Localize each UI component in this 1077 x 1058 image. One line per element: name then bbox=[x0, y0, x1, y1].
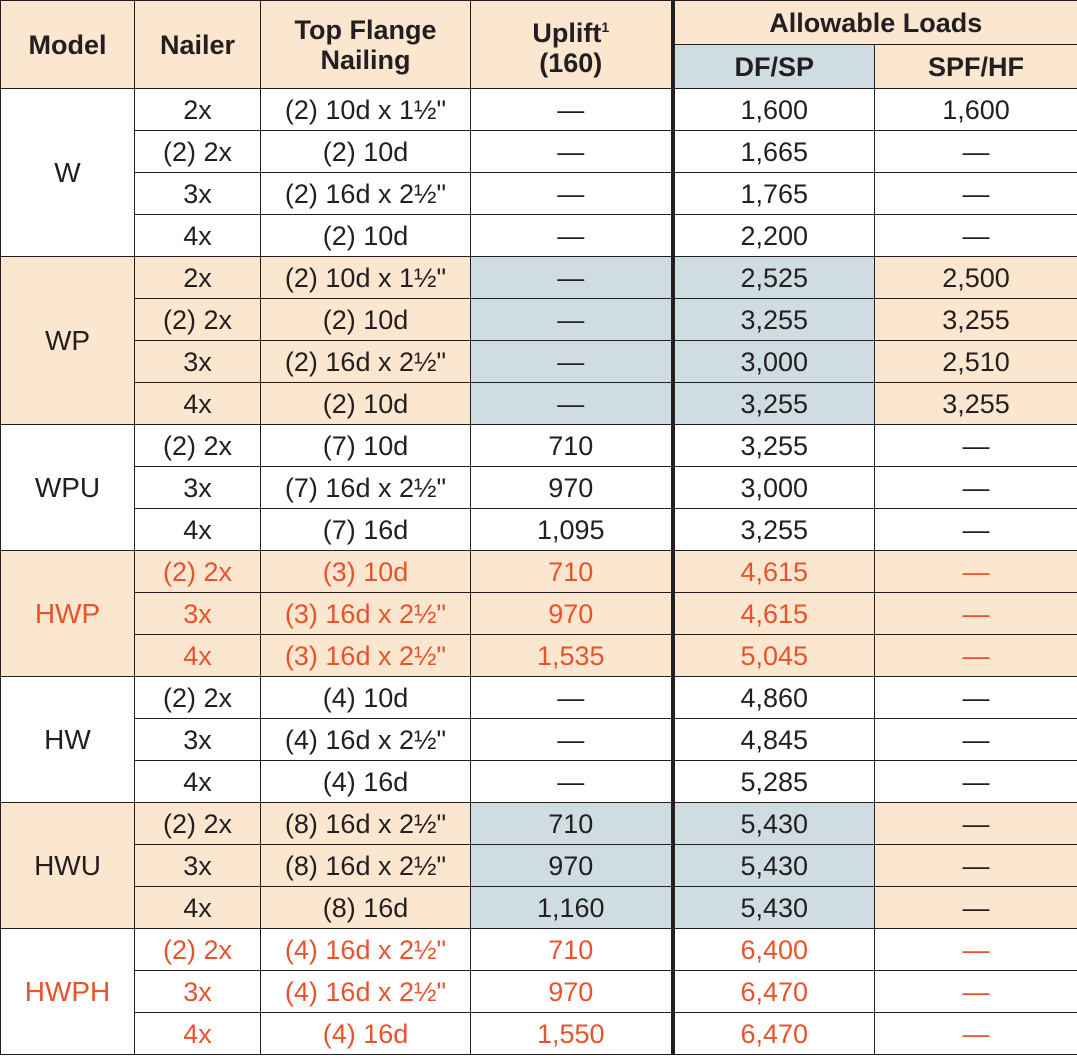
uplift-cell: 1,535 bbox=[471, 635, 673, 677]
uplift-cell: — bbox=[471, 341, 673, 383]
nailing-cell: (4) 16d x 2½" bbox=[261, 719, 471, 761]
model-cell: HW bbox=[1, 677, 135, 803]
spf-hf-cell: 2,500 bbox=[875, 257, 1077, 299]
df-sp-cell: 3,000 bbox=[673, 467, 875, 509]
df-sp-cell: 2,200 bbox=[673, 215, 875, 257]
spf-hf-cell: — bbox=[875, 215, 1077, 257]
nailer-cell: (2) 2x bbox=[135, 299, 261, 341]
nailing-cell: (7) 10d bbox=[261, 425, 471, 467]
uplift-cell: — bbox=[471, 131, 673, 173]
uplift-cell: 710 bbox=[471, 803, 673, 845]
df-sp-cell: 5,430 bbox=[673, 803, 875, 845]
model-cell: HWPH bbox=[1, 929, 135, 1055]
nailing-cell: (4) 16d x 2½" bbox=[261, 971, 471, 1013]
df-sp-cell: 5,430 bbox=[673, 845, 875, 887]
spf-hf-cell: — bbox=[875, 971, 1077, 1013]
uplift-cell: 970 bbox=[471, 971, 673, 1013]
header-top-flange-line1: Top Flange bbox=[294, 14, 437, 45]
table-row bbox=[1, 173, 1077, 215]
spf-hf-cell: — bbox=[875, 593, 1077, 635]
nailer-cell: (2) 2x bbox=[135, 929, 261, 971]
table-row bbox=[1, 341, 1077, 383]
df-sp-cell: 6,470 bbox=[673, 1013, 875, 1055]
uplift-cell: 1,550 bbox=[471, 1013, 673, 1055]
nailer-cell: 2x bbox=[135, 89, 261, 131]
nailing-cell: (3) 10d bbox=[261, 551, 471, 593]
nailing-cell: (2) 10d bbox=[261, 299, 471, 341]
nailer-cell: 4x bbox=[135, 761, 261, 803]
spf-hf-cell: — bbox=[875, 761, 1077, 803]
nailing-cell: (2) 10d bbox=[261, 131, 471, 173]
header-model: Model bbox=[1, 1, 135, 89]
table-row bbox=[1, 131, 1077, 173]
table-row bbox=[1, 467, 1077, 509]
model-cell: WP bbox=[1, 257, 135, 425]
spf-hf-cell: — bbox=[875, 425, 1077, 467]
spf-hf-cell: — bbox=[875, 845, 1077, 887]
header-df-sp: DF/SP bbox=[673, 45, 875, 89]
spf-hf-cell: 1,600 bbox=[875, 89, 1077, 131]
nailing-cell: (4) 16d bbox=[261, 761, 471, 803]
uplift-cell: 710 bbox=[471, 551, 673, 593]
spf-hf-cell: — bbox=[875, 467, 1077, 509]
nailer-cell: (2) 2x bbox=[135, 803, 261, 845]
table-row bbox=[1, 719, 1077, 761]
nailing-cell: (7) 16d bbox=[261, 509, 471, 551]
nailing-cell: (2) 16d x 2½" bbox=[261, 341, 471, 383]
uplift-cell: 1,160 bbox=[471, 887, 673, 929]
nailing-cell: (4) 10d bbox=[261, 677, 471, 719]
nailing-cell: (7) 16d x 2½" bbox=[261, 467, 471, 509]
nailer-cell: 3x bbox=[135, 593, 261, 635]
table-row bbox=[1, 845, 1077, 887]
table-row bbox=[1, 551, 1077, 593]
table-row bbox=[1, 803, 1077, 845]
table-row bbox=[1, 425, 1077, 467]
spf-hf-cell: 2,510 bbox=[875, 341, 1077, 383]
uplift-cell: 970 bbox=[471, 467, 673, 509]
uplift-cell: — bbox=[471, 173, 673, 215]
nailing-cell: (2) 10d x 1½" bbox=[261, 89, 471, 131]
nailer-cell: 4x bbox=[135, 509, 261, 551]
df-sp-cell: 6,400 bbox=[673, 929, 875, 971]
nailer-cell: (2) 2x bbox=[135, 131, 261, 173]
df-sp-cell: 1,600 bbox=[673, 89, 875, 131]
nailing-cell: (8) 16d x 2½" bbox=[261, 845, 471, 887]
df-sp-cell: 6,470 bbox=[673, 971, 875, 1013]
df-sp-cell: 1,665 bbox=[673, 131, 875, 173]
model-cell: WPU bbox=[1, 425, 135, 551]
table-row bbox=[1, 971, 1077, 1013]
uplift-cell: — bbox=[471, 257, 673, 299]
header-top-flange-line2: Nailing bbox=[320, 44, 411, 75]
table-row bbox=[1, 593, 1077, 635]
uplift-cell: — bbox=[471, 719, 673, 761]
nailing-cell: (3) 16d x 2½" bbox=[261, 593, 471, 635]
header-allowable-loads: Allowable Loads bbox=[673, 1, 1077, 45]
df-sp-cell: 5,285 bbox=[673, 761, 875, 803]
header-uplift-line2: (160) bbox=[539, 47, 603, 78]
nailer-cell: 2x bbox=[135, 257, 261, 299]
spf-hf-cell: — bbox=[875, 509, 1077, 551]
header-spf-hf: SPF/HF bbox=[875, 45, 1077, 89]
uplift-cell: — bbox=[471, 215, 673, 257]
df-sp-cell: 3,255 bbox=[673, 383, 875, 425]
nailer-cell: (2) 2x bbox=[135, 677, 261, 719]
df-sp-cell: 5,430 bbox=[673, 887, 875, 929]
table-row bbox=[1, 635, 1077, 677]
uplift-cell: 970 bbox=[471, 845, 673, 887]
table-row bbox=[1, 929, 1077, 971]
nailer-cell: 4x bbox=[135, 635, 261, 677]
df-sp-cell: 3,255 bbox=[673, 425, 875, 467]
nailing-cell: (4) 16d x 2½" bbox=[261, 929, 471, 971]
nailing-cell: (2) 10d bbox=[261, 215, 471, 257]
nailer-cell: 3x bbox=[135, 971, 261, 1013]
table-row bbox=[1, 257, 1077, 299]
spf-hf-cell: — bbox=[875, 677, 1077, 719]
table-row bbox=[1, 383, 1077, 425]
spf-hf-cell: 3,255 bbox=[875, 299, 1077, 341]
df-sp-cell: 1,765 bbox=[673, 173, 875, 215]
uplift-cell: 1,095 bbox=[471, 509, 673, 551]
uplift-cell: — bbox=[471, 383, 673, 425]
nailer-cell: 3x bbox=[135, 719, 261, 761]
table-row bbox=[1, 509, 1077, 551]
spf-hf-cell: — bbox=[875, 173, 1077, 215]
table-row bbox=[1, 761, 1077, 803]
uplift-cell: 710 bbox=[471, 425, 673, 467]
table-row bbox=[1, 299, 1077, 341]
df-sp-cell: 4,860 bbox=[673, 677, 875, 719]
table-header bbox=[1, 1, 1077, 89]
spf-hf-cell: — bbox=[875, 1013, 1077, 1055]
spf-hf-cell: — bbox=[875, 551, 1077, 593]
table-row bbox=[1, 677, 1077, 719]
uplift-cell: — bbox=[471, 761, 673, 803]
df-sp-cell: 4,615 bbox=[673, 593, 875, 635]
spf-hf-cell: — bbox=[875, 803, 1077, 845]
nailer-cell: 4x bbox=[135, 887, 261, 929]
model-cell: W bbox=[1, 89, 135, 257]
uplift-cell: — bbox=[471, 89, 673, 131]
table-body bbox=[1, 89, 1077, 1055]
df-sp-cell: 4,615 bbox=[673, 551, 875, 593]
table-row bbox=[1, 1013, 1077, 1055]
nailer-cell: (2) 2x bbox=[135, 551, 261, 593]
spf-hf-cell: — bbox=[875, 929, 1077, 971]
nailing-cell: (8) 16d bbox=[261, 887, 471, 929]
nailing-cell: (8) 16d x 2½" bbox=[261, 803, 471, 845]
uplift-cell: 710 bbox=[471, 929, 673, 971]
model-cell: HWP bbox=[1, 551, 135, 677]
df-sp-cell: 4,845 bbox=[673, 719, 875, 761]
nailing-cell: (2) 10d x 1½" bbox=[261, 257, 471, 299]
nailer-cell: 4x bbox=[135, 383, 261, 425]
table-row bbox=[1, 215, 1077, 257]
header-uplift bbox=[471, 1, 673, 89]
df-sp-cell: 5,045 bbox=[673, 635, 875, 677]
table-row bbox=[1, 887, 1077, 929]
header-uplift-footnote: 1 bbox=[601, 18, 610, 35]
uplift-cell: 970 bbox=[471, 593, 673, 635]
uplift-cell: — bbox=[471, 299, 673, 341]
df-sp-cell: 3,255 bbox=[673, 509, 875, 551]
nailer-cell: 3x bbox=[135, 467, 261, 509]
spf-hf-cell: — bbox=[875, 719, 1077, 761]
header-top-flange-nailing bbox=[261, 1, 471, 89]
header-uplift-line1: Uplift bbox=[532, 17, 602, 48]
nailer-cell: 4x bbox=[135, 215, 261, 257]
spf-hf-cell: — bbox=[875, 635, 1077, 677]
spf-hf-cell: — bbox=[875, 131, 1077, 173]
df-sp-cell: 3,000 bbox=[673, 341, 875, 383]
df-sp-cell: 2,525 bbox=[673, 257, 875, 299]
model-cell: HWU bbox=[1, 803, 135, 929]
spf-hf-cell: — bbox=[875, 887, 1077, 929]
uplift-cell: — bbox=[471, 677, 673, 719]
spf-hf-cell: 3,255 bbox=[875, 383, 1077, 425]
table-row bbox=[1, 89, 1077, 131]
nailing-cell: (3) 16d x 2½" bbox=[261, 635, 471, 677]
df-sp-cell: 3,255 bbox=[673, 299, 875, 341]
header-nailer: Nailer bbox=[135, 1, 261, 89]
nailer-cell: 4x bbox=[135, 1013, 261, 1055]
nailer-cell: 3x bbox=[135, 845, 261, 887]
nailing-cell: (2) 10d bbox=[261, 383, 471, 425]
header-row-upper bbox=[1, 1, 1077, 45]
nailer-cell: 3x bbox=[135, 341, 261, 383]
nailer-cell: 3x bbox=[135, 173, 261, 215]
nailing-cell: (2) 16d x 2½" bbox=[261, 173, 471, 215]
nailer-cell: (2) 2x bbox=[135, 425, 261, 467]
nailing-cell: (4) 16d bbox=[261, 1013, 471, 1055]
